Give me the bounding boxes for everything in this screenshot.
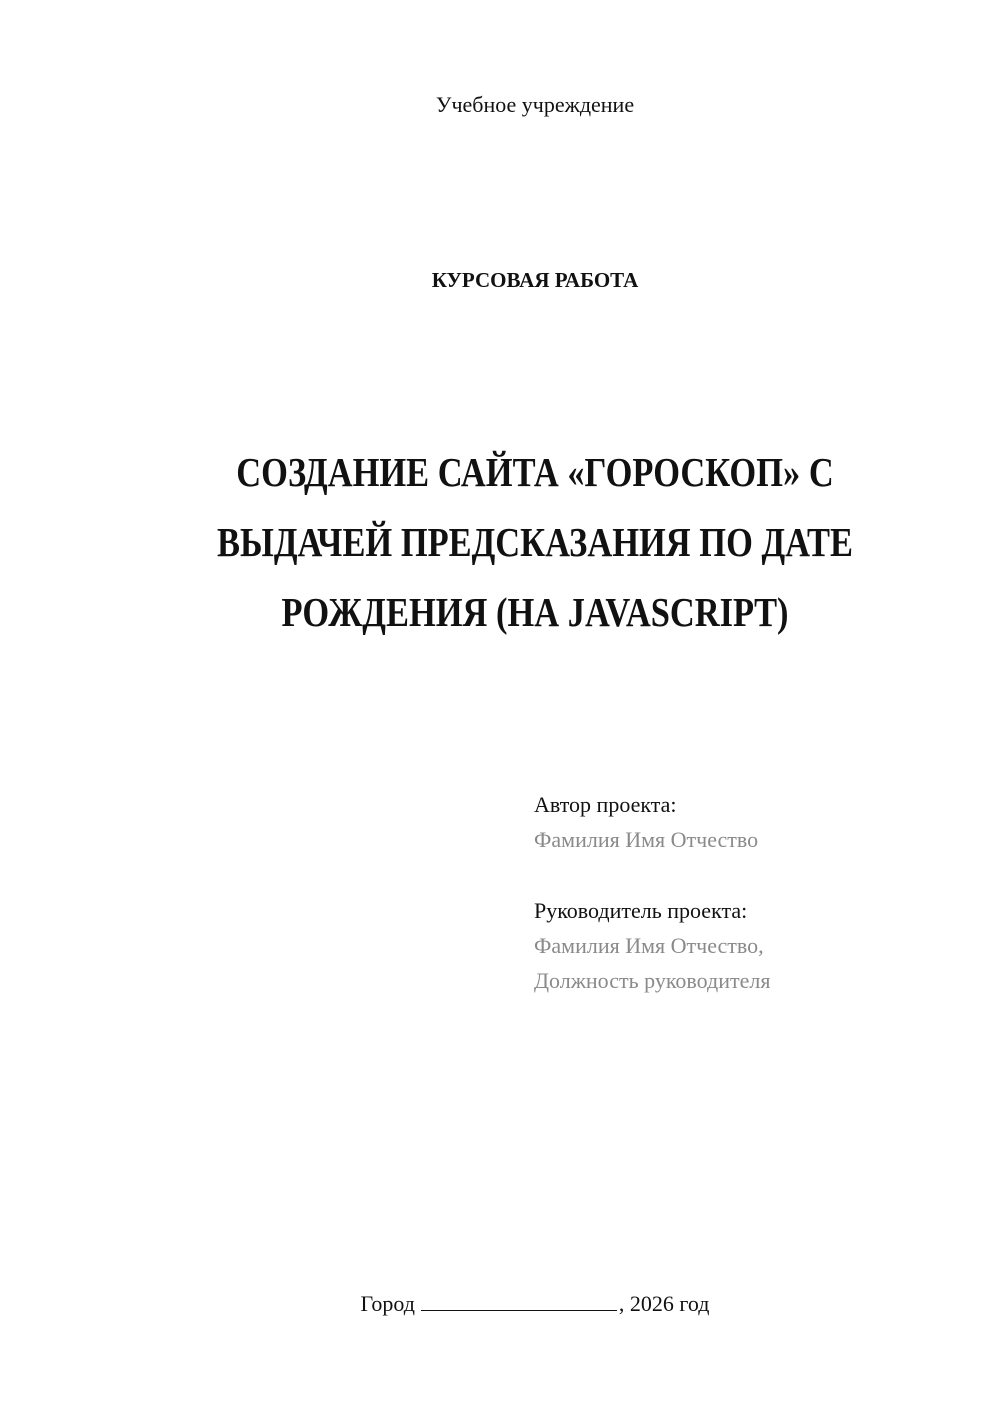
year: , 2026 год (618, 1291, 710, 1316)
author-name: Фамилия Имя Отчество (534, 827, 759, 852)
author-block (534, 787, 758, 857)
institution: Учебное учреждение (435, 92, 635, 117)
author-label: Автор проекта: (534, 792, 677, 817)
supervisor-position: Должность руководителя (534, 968, 771, 993)
title-line: СОЗДАНИЕ САЙТА «ГОРОСКОП» С (236, 449, 834, 495)
city-blank-line (421, 1290, 617, 1311)
title-line: ВЫДАЧЕЙ ПРЕДСКАЗАНИЯ ПО ДАТЕ (217, 519, 853, 565)
footer (0, 1290, 1000, 1317)
supervisor-label: Руководитель проекта: (534, 898, 748, 923)
title-line: РОЖДЕНИЯ (НА JAVASCRIPT) (281, 589, 789, 635)
city-label: Город (360, 1291, 415, 1316)
document-title (0, 420, 1000, 666)
supervisor-name: Фамилия Имя Отчество, (534, 933, 764, 958)
work-type: КУРСОВАЯ РАБОТА (431, 268, 639, 292)
supervisor-block (534, 893, 770, 998)
